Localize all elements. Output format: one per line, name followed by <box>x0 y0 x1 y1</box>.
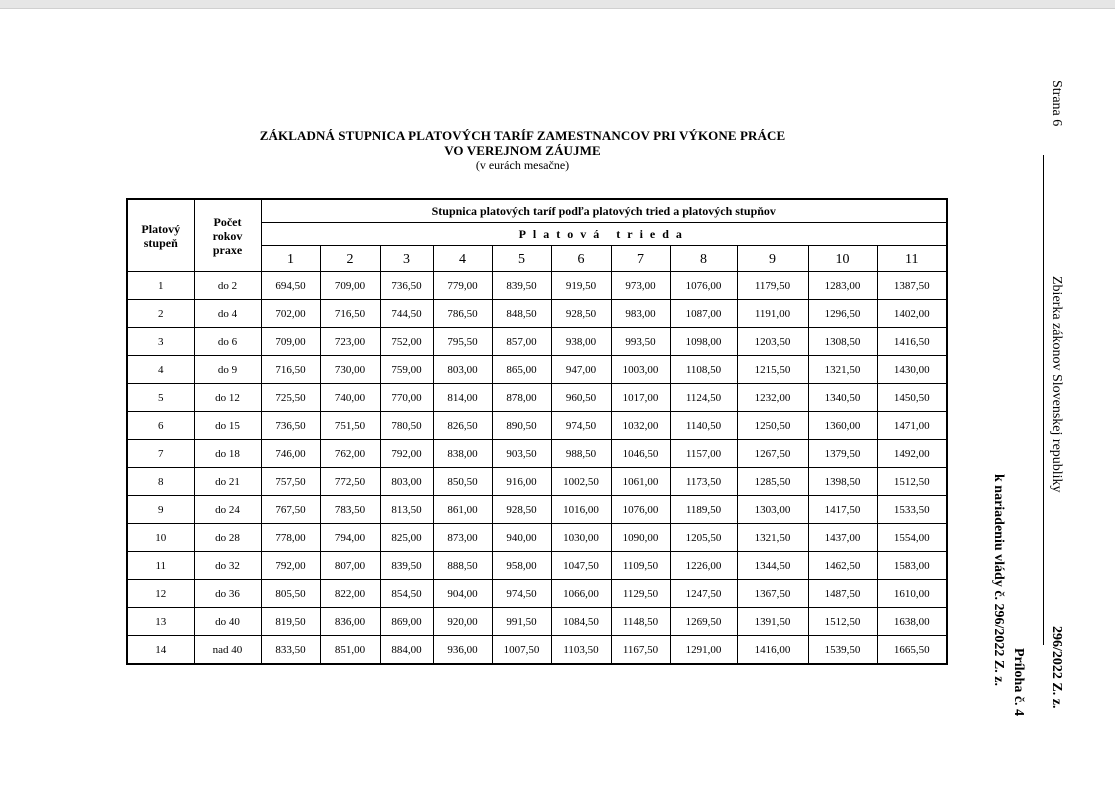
cell-platovy-stupen: 8 <box>127 468 194 496</box>
salary-table <box>126 198 948 665</box>
cell-tarif-value: 1179,50 <box>737 272 808 300</box>
cell-pocet-rokov-praxe: do 36 <box>194 580 261 608</box>
cell-tarif-value: 1450,50 <box>877 384 947 412</box>
cell-tarif-value: 792,00 <box>261 552 320 580</box>
cell-tarif-value: 709,00 <box>261 328 320 356</box>
cell-tarif-value: 716,50 <box>261 356 320 384</box>
cell-tarif-value: 869,00 <box>380 608 433 636</box>
header-platova-trieda: Platová trieda <box>261 223 947 246</box>
cell-tarif-value: 805,50 <box>261 580 320 608</box>
cell-pocet-rokov-praxe: do 28 <box>194 524 261 552</box>
table-row <box>127 328 947 356</box>
cell-tarif-value: 1430,00 <box>877 356 947 384</box>
cell-pocet-rokov-praxe: do 15 <box>194 412 261 440</box>
cell-tarif-value: 1416,00 <box>737 636 808 665</box>
class-number-header: 6 <box>551 246 611 272</box>
cell-tarif-value: 740,00 <box>320 384 380 412</box>
cell-tarif-value: 772,50 <box>320 468 380 496</box>
cell-tarif-value: 778,00 <box>261 524 320 552</box>
cell-tarif-value: 928,50 <box>551 300 611 328</box>
cell-tarif-value: 752,00 <box>380 328 433 356</box>
cell-tarif-value: 1269,50 <box>670 608 737 636</box>
cell-tarif-value: 888,50 <box>433 552 492 580</box>
cell-tarif-value: 991,50 <box>492 608 551 636</box>
cell-tarif-value: 1267,50 <box>737 440 808 468</box>
heading-title-line-2: VO VEREJNOM ZÁUJME <box>444 143 601 158</box>
cell-platovy-stupen: 10 <box>127 524 194 552</box>
cell-tarif-value: 780,50 <box>380 412 433 440</box>
cell-tarif-value: 1308,50 <box>808 328 877 356</box>
cell-tarif-value: 1030,00 <box>551 524 611 552</box>
cell-tarif-value: 807,00 <box>320 552 380 580</box>
cell-tarif-value: 993,50 <box>611 328 670 356</box>
cell-tarif-value: 1017,00 <box>611 384 670 412</box>
heading-title-line-1: ZÁKLADNÁ STUPNICA PLATOVÝCH TARÍF ZAMESTNANCOV PRI VÝKONE PRÁCE <box>259 128 786 143</box>
cell-tarif-value: 974,50 <box>492 580 551 608</box>
class-number-header: 1 <box>261 246 320 272</box>
cell-tarif-value: 1148,50 <box>611 608 670 636</box>
cell-tarif-value: 762,00 <box>320 440 380 468</box>
cell-tarif-value: 694,50 <box>261 272 320 300</box>
cell-tarif-value: 1087,00 <box>670 300 737 328</box>
cell-tarif-value: 1076,00 <box>611 496 670 524</box>
cell-tarif-value: 825,00 <box>380 524 433 552</box>
cell-tarif-value: 1340,50 <box>808 384 877 412</box>
cell-tarif-value: 1379,50 <box>808 440 877 468</box>
cell-tarif-value: 850,50 <box>433 468 492 496</box>
cell-pocet-rokov-praxe: do 2 <box>194 272 261 300</box>
table-row <box>127 552 947 580</box>
cell-tarif-value: 767,50 <box>261 496 320 524</box>
table-row <box>127 496 947 524</box>
cell-tarif-value: 1003,00 <box>611 356 670 384</box>
cell-tarif-value: 947,00 <box>551 356 611 384</box>
cell-tarif-value: 851,00 <box>320 636 380 665</box>
cell-tarif-value: 1226,00 <box>670 552 737 580</box>
cell-tarif-value: 1215,50 <box>737 356 808 384</box>
cell-tarif-value: 960,50 <box>551 384 611 412</box>
side-divider-line <box>1043 155 1044 645</box>
cell-tarif-value: 1360,00 <box>808 412 877 440</box>
cell-tarif-value: 1321,50 <box>808 356 877 384</box>
cell-tarif-value: 1203,50 <box>737 328 808 356</box>
cell-tarif-value: 1061,00 <box>611 468 670 496</box>
cell-tarif-value: 865,00 <box>492 356 551 384</box>
cell-tarif-value: 1250,50 <box>737 412 808 440</box>
cell-tarif-value: 1124,50 <box>670 384 737 412</box>
side-collection-title: Zbierka zákonov Slovenskej republiky <box>1049 276 1064 493</box>
class-number-header: 9 <box>737 246 808 272</box>
class-number-header: 8 <box>670 246 737 272</box>
cell-tarif-value: 838,00 <box>433 440 492 468</box>
cell-pocet-rokov-praxe: do 9 <box>194 356 261 384</box>
cell-tarif-value: 822,00 <box>320 580 380 608</box>
cell-tarif-value: 1205,50 <box>670 524 737 552</box>
cell-tarif-value: 1402,00 <box>877 300 947 328</box>
class-number-header: 4 <box>433 246 492 272</box>
cell-tarif-value: 1016,00 <box>551 496 611 524</box>
table-row <box>127 580 947 608</box>
cell-tarif-value: 1140,50 <box>670 412 737 440</box>
side-annex-label: Príloha č. 4 <box>1011 648 1026 717</box>
cell-tarif-value: 803,00 <box>433 356 492 384</box>
document-heading <box>126 128 919 173</box>
cell-tarif-value: 783,50 <box>320 496 380 524</box>
cell-tarif-value: 1076,00 <box>670 272 737 300</box>
cell-tarif-value: 1084,50 <box>551 608 611 636</box>
header-stupnica-group: Stupnica platových taríf podľa platových tried a platových stupňov <box>261 199 947 223</box>
cell-tarif-value: 1173,50 <box>670 468 737 496</box>
cell-tarif-value: 878,00 <box>492 384 551 412</box>
cell-tarif-value: 1462,50 <box>808 552 877 580</box>
cell-tarif-value: 794,00 <box>320 524 380 552</box>
cell-tarif-value: 702,00 <box>261 300 320 328</box>
heading-subtitle: (v eurách mesačne) <box>475 158 570 172</box>
cell-pocet-rokov-praxe: do 40 <box>194 608 261 636</box>
cell-tarif-value: 819,50 <box>261 608 320 636</box>
salary-table-body <box>127 272 947 665</box>
cell-tarif-value: 826,50 <box>433 412 492 440</box>
cell-tarif-value: 1398,50 <box>808 468 877 496</box>
table-row <box>127 356 947 384</box>
cell-pocet-rokov-praxe: do 32 <box>194 552 261 580</box>
cell-tarif-value: 814,00 <box>433 384 492 412</box>
table-row <box>127 384 947 412</box>
cell-tarif-value: 1032,00 <box>611 412 670 440</box>
cell-tarif-value: 757,50 <box>261 468 320 496</box>
cell-tarif-value: 803,00 <box>380 468 433 496</box>
cell-tarif-value: 716,50 <box>320 300 380 328</box>
cell-tarif-value: 916,00 <box>492 468 551 496</box>
class-number-header: 7 <box>611 246 670 272</box>
cell-tarif-value: 1554,00 <box>877 524 947 552</box>
cell-tarif-value: 928,50 <box>492 496 551 524</box>
cell-pocet-rokov-praxe: do 4 <box>194 300 261 328</box>
cell-tarif-value: 1512,50 <box>808 608 877 636</box>
cell-tarif-value: 1285,50 <box>737 468 808 496</box>
cell-tarif-value: 936,00 <box>433 636 492 665</box>
cell-tarif-value: 839,50 <box>380 552 433 580</box>
table-row <box>127 440 947 468</box>
class-number-header: 2 <box>320 246 380 272</box>
cell-tarif-value: 861,00 <box>433 496 492 524</box>
class-number-header: 5 <box>492 246 551 272</box>
side-regulation-ref: k nariadeniu vlády č. 296/2022 Z. z. <box>991 474 1006 686</box>
side-page-number: Strana 6 <box>1049 80 1064 127</box>
cell-tarif-value: 919,50 <box>551 272 611 300</box>
cell-tarif-value: 1303,00 <box>737 496 808 524</box>
cell-tarif-value: 1291,00 <box>670 636 737 665</box>
cell-tarif-value: 974,50 <box>551 412 611 440</box>
cell-tarif-value: 1189,50 <box>670 496 737 524</box>
cell-tarif-value: 795,50 <box>433 328 492 356</box>
class-number-header: 10 <box>808 246 877 272</box>
cell-tarif-value: 833,50 <box>261 636 320 665</box>
cell-tarif-value: 1108,50 <box>670 356 737 384</box>
cell-tarif-value: 1002,50 <box>551 468 611 496</box>
cell-tarif-value: 1129,50 <box>611 580 670 608</box>
cell-platovy-stupen: 3 <box>127 328 194 356</box>
cell-tarif-value: 1367,50 <box>737 580 808 608</box>
cell-tarif-value: 1492,00 <box>877 440 947 468</box>
cell-tarif-value: 1533,50 <box>877 496 947 524</box>
cell-platovy-stupen: 12 <box>127 580 194 608</box>
cell-tarif-value: 848,50 <box>492 300 551 328</box>
cell-tarif-value: 779,00 <box>433 272 492 300</box>
cell-tarif-value: 786,50 <box>433 300 492 328</box>
cell-tarif-value: 1047,50 <box>551 552 611 580</box>
cell-tarif-value: 940,00 <box>492 524 551 552</box>
cell-tarif-value: 730,00 <box>320 356 380 384</box>
cell-pocet-rokov-praxe: do 12 <box>194 384 261 412</box>
cell-tarif-value: 1167,50 <box>611 636 670 665</box>
cell-tarif-value: 746,00 <box>261 440 320 468</box>
cell-tarif-value: 1007,50 <box>492 636 551 665</box>
cell-tarif-value: 1610,00 <box>877 580 947 608</box>
cell-tarif-value: 973,00 <box>611 272 670 300</box>
cell-platovy-stupen: 2 <box>127 300 194 328</box>
cell-tarif-value: 1046,50 <box>611 440 670 468</box>
cell-tarif-value: 709,00 <box>320 272 380 300</box>
cell-tarif-value: 736,50 <box>380 272 433 300</box>
cell-tarif-value: 839,50 <box>492 272 551 300</box>
cell-tarif-value: 725,50 <box>261 384 320 412</box>
cell-tarif-value: 1232,00 <box>737 384 808 412</box>
cell-tarif-value: 903,50 <box>492 440 551 468</box>
cell-tarif-value: 736,50 <box>261 412 320 440</box>
cell-tarif-value: 904,00 <box>433 580 492 608</box>
class-number-header: 3 <box>380 246 433 272</box>
cell-tarif-value: 1344,50 <box>737 552 808 580</box>
cell-tarif-value: 751,50 <box>320 412 380 440</box>
table-row <box>127 300 947 328</box>
cell-tarif-value: 1539,50 <box>808 636 877 665</box>
cell-tarif-value: 1103,50 <box>551 636 611 665</box>
cell-tarif-value: 1247,50 <box>670 580 737 608</box>
cell-tarif-value: 1391,50 <box>737 608 808 636</box>
cell-tarif-value: 988,50 <box>551 440 611 468</box>
cell-tarif-value: 983,00 <box>611 300 670 328</box>
cell-pocet-rokov-praxe: do 21 <box>194 468 261 496</box>
cell-tarif-value: 1157,00 <box>670 440 737 468</box>
class-number-header: 11 <box>877 246 947 272</box>
cell-platovy-stupen: 6 <box>127 412 194 440</box>
table-row <box>127 636 947 665</box>
table-row <box>127 608 947 636</box>
cell-platovy-stupen: 4 <box>127 356 194 384</box>
cell-tarif-value: 836,00 <box>320 608 380 636</box>
cell-platovy-stupen: 7 <box>127 440 194 468</box>
cell-tarif-value: 744,50 <box>380 300 433 328</box>
cell-platovy-stupen: 9 <box>127 496 194 524</box>
cell-tarif-value: 770,00 <box>380 384 433 412</box>
cell-tarif-value: 1191,00 <box>737 300 808 328</box>
cell-tarif-value: 890,50 <box>492 412 551 440</box>
cell-tarif-value: 1583,00 <box>877 552 947 580</box>
cell-tarif-value: 1296,50 <box>808 300 877 328</box>
cell-platovy-stupen: 5 <box>127 384 194 412</box>
cell-tarif-value: 1417,50 <box>808 496 877 524</box>
table-row <box>127 468 947 496</box>
cell-platovy-stupen: 14 <box>127 636 194 665</box>
cell-tarif-value: 1283,00 <box>808 272 877 300</box>
cell-platovy-stupen: 13 <box>127 608 194 636</box>
cell-pocet-rokov-praxe: nad 40 <box>194 636 261 665</box>
cell-tarif-value: 1471,00 <box>877 412 947 440</box>
cell-tarif-value: 1387,50 <box>877 272 947 300</box>
table-row <box>127 412 947 440</box>
cell-platovy-stupen: 11 <box>127 552 194 580</box>
cell-tarif-value: 1066,00 <box>551 580 611 608</box>
cell-tarif-value: 1321,50 <box>737 524 808 552</box>
header-pocet-rokov-praxe: Počet rokov praxe <box>194 199 261 272</box>
cell-tarif-value: 1665,50 <box>877 636 947 665</box>
cell-tarif-value: 1109,50 <box>611 552 670 580</box>
cell-tarif-value: 1512,50 <box>877 468 947 496</box>
cell-tarif-value: 792,00 <box>380 440 433 468</box>
cell-tarif-value: 938,00 <box>551 328 611 356</box>
side-law-number: 296/2022 Z. z. <box>1049 626 1064 709</box>
cell-tarif-value: 854,50 <box>380 580 433 608</box>
cell-tarif-value: 1090,00 <box>611 524 670 552</box>
cell-tarif-value: 723,00 <box>320 328 380 356</box>
cell-tarif-value: 920,00 <box>433 608 492 636</box>
cell-tarif-value: 857,00 <box>492 328 551 356</box>
cell-tarif-value: 1437,00 <box>808 524 877 552</box>
cell-tarif-value: 759,00 <box>380 356 433 384</box>
cell-tarif-value: 813,50 <box>380 496 433 524</box>
cell-tarif-value: 1416,50 <box>877 328 947 356</box>
cell-tarif-value: 1487,50 <box>808 580 877 608</box>
cell-pocet-rokov-praxe: do 24 <box>194 496 261 524</box>
cell-tarif-value: 873,00 <box>433 524 492 552</box>
cell-pocet-rokov-praxe: do 18 <box>194 440 261 468</box>
cell-tarif-value: 1638,00 <box>877 608 947 636</box>
cell-tarif-value: 958,00 <box>492 552 551 580</box>
cell-tarif-value: 884,00 <box>380 636 433 665</box>
table-row <box>127 272 947 300</box>
cell-platovy-stupen: 1 <box>127 272 194 300</box>
table-row <box>127 524 947 552</box>
header-platovy-stupen: Platový stupeň <box>127 199 194 272</box>
cell-pocet-rokov-praxe: do 6 <box>194 328 261 356</box>
cell-tarif-value: 1098,00 <box>670 328 737 356</box>
